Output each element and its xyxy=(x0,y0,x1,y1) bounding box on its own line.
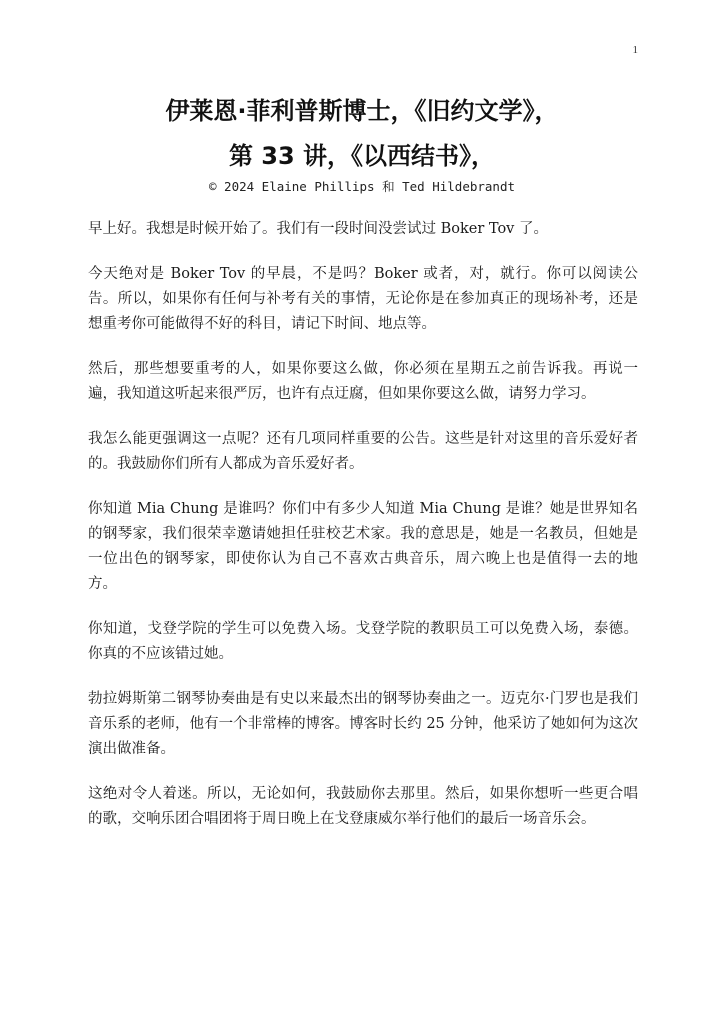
paragraph: 你知道 Mia Chung 是谁吗？你们中有多少人知道 Mia Chung 是谁？她是世界知名的钢琴家，我们很荣幸邀请她担任驻校艺术家。我的意思是，她是一名教员，但她是一位出色的钢琴家，即使你认为自己不喜欢古典音乐，周六晚上也是值得一去的地方。 xyxy=(88,501,638,592)
paragraph: 早上好。我想是时候开始了。我们有一段时间没尝试过 Boker Tov 了。 xyxy=(88,221,548,237)
title-line-2: 第 33 讲，《以西结书》， xyxy=(228,142,496,170)
paragraph: 你知道，戈登学院的学生可以免费入场。戈登学院的教职员工可以免费入场，泰德。你真的不应该错过她。 xyxy=(88,621,638,662)
paragraph: 然后，那些想要重考的人，如果你要这么做，你必须在星期五之前告诉我。再说一遍，我知道这听起来很严厉，也许有点迂腐，但如果你要这么做，请努力学习。 xyxy=(88,361,638,402)
copyright-line: © 2024 Elaine Phillips 和 Ted Hildebrandt xyxy=(209,179,515,194)
paragraph: 我怎么能更强调这一点呢？还有几项同样重要的公告。这些是针对这里的音乐爱好者的。我鼓励你们所有人都成为音乐爱好者。 xyxy=(88,431,638,472)
paragraph: 今天绝对是 Boker Tov 的早晨，不是吗？Boker 或者，对，就行。你可以阅读公告。所以，如果你有任何与补考有关的事情，无论你是在参加真正的现场补考，还是想重考你可能做得不好的科目，请记下时间、地点等。 xyxy=(88,266,638,332)
paragraph: 勃拉姆斯第二钢琴协奏曲是有史以来最杰出的钢琴协奏曲之一。迈克尔·门罗也是我们音乐系的老师，他有一个非常棒的博客。博客时长约 25 分钟，他采访了她如何为这次演出做准备。 xyxy=(88,691,638,757)
body-text xyxy=(88,217,638,852)
title-line-1: 伊莱恩·菲利普斯博士，《旧约文学》， xyxy=(165,97,559,125)
paragraph: 这绝对令人着迷。所以，无论如何，我鼓励你去那里。然后，如果你想听一些更合唱的歌，交响乐团合唱团将于周日晚上在戈登康威尔举行他们的最后一场音乐会。 xyxy=(88,786,638,827)
page-number: 1 xyxy=(632,44,638,56)
